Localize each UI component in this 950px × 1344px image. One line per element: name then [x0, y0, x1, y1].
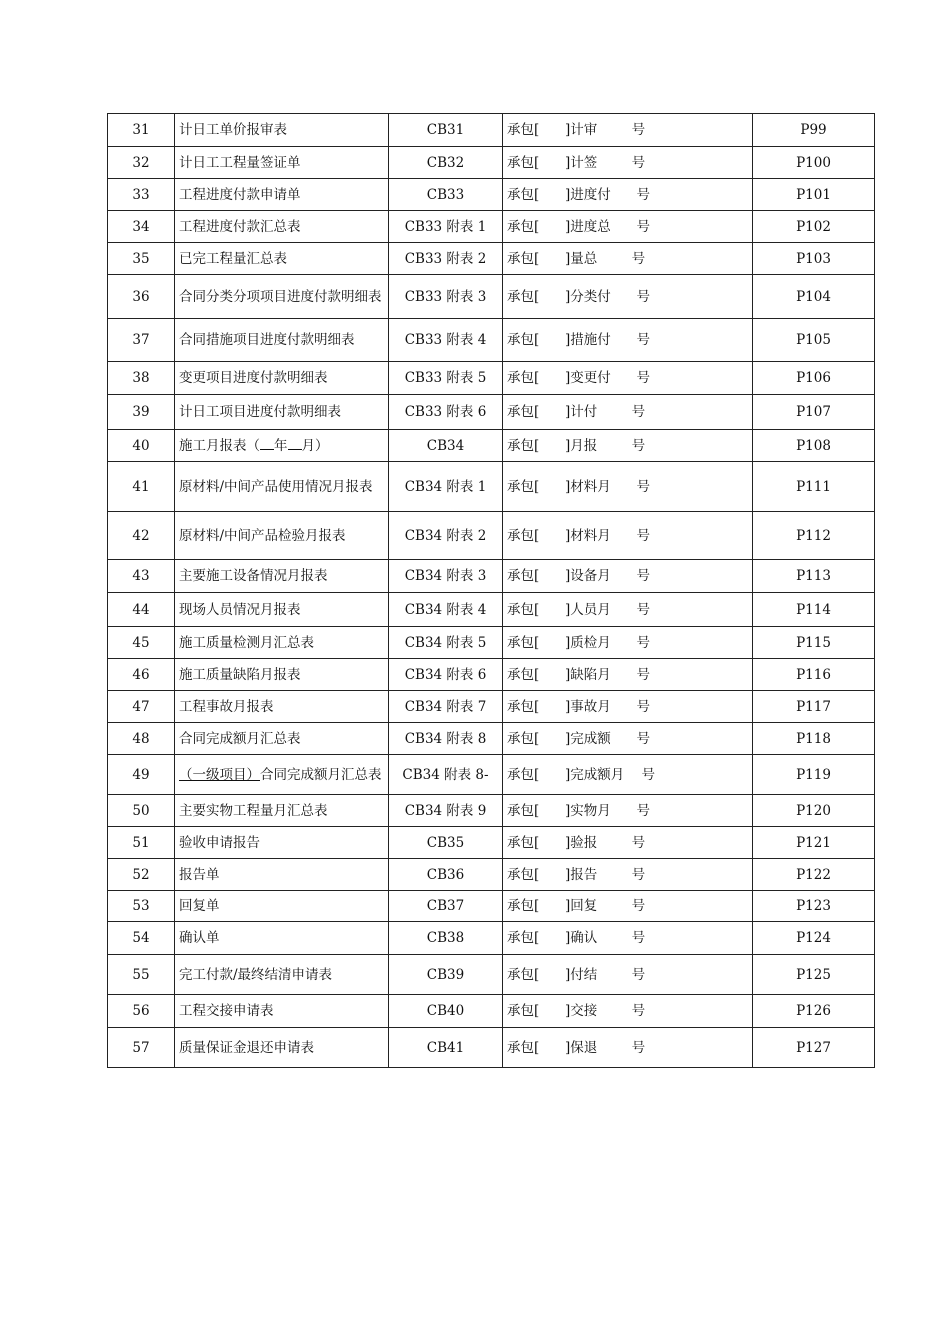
form-code: CB34 附表 8 [389, 723, 503, 755]
serial-template: 承包[ ]报告 号 [503, 859, 753, 891]
serial-template: 承包[ ]分类付 号 [503, 275, 753, 319]
serial-template: 承包[ ]确认 号 [503, 922, 753, 955]
table-row [108, 319, 875, 362]
form-name: 工程进度付款申请单 [175, 179, 389, 211]
table-row [108, 395, 875, 430]
table-row [108, 723, 875, 755]
serial-template: 承包[ ]计审 号 [503, 114, 753, 147]
row-number: 33 [108, 179, 175, 211]
serial-template: 承包[ ]实物月 号 [503, 795, 753, 827]
page-ref: P103 [753, 243, 875, 275]
form-name: 计日工项目进度付款明细表 [175, 395, 389, 430]
page-ref: P101 [753, 179, 875, 211]
form-name: 变更项目进度付款明细表 [175, 362, 389, 395]
table-row [108, 955, 875, 995]
form-name: 合同完成额月汇总表 [175, 723, 389, 755]
serial-template: 承包[ ]付结 号 [503, 955, 753, 995]
form-name: 确认单 [175, 922, 389, 955]
page-ref: P112 [753, 512, 875, 560]
form-name-underlined: （一级项目） [179, 766, 260, 783]
page-ref: P108 [753, 430, 875, 462]
row-number: 45 [108, 627, 175, 659]
page-ref: P99 [753, 114, 875, 147]
form-code: CB33 附表 3 [389, 275, 503, 319]
form-name: 已完工程量汇总表 [175, 243, 389, 275]
page-ref: P122 [753, 859, 875, 891]
row-number: 41 [108, 462, 175, 512]
row-number: 34 [108, 211, 175, 243]
row-number: 43 [108, 560, 175, 593]
page-ref: P125 [753, 955, 875, 995]
page-ref: P107 [753, 395, 875, 430]
form-name [175, 430, 389, 462]
row-number: 49 [108, 755, 175, 795]
form-name: 报告单 [175, 859, 389, 891]
page-ref: P113 [753, 560, 875, 593]
form-name: 主要实物工程量月汇总表 [175, 795, 389, 827]
row-number: 38 [108, 362, 175, 395]
form-name-part: 年 [274, 437, 288, 454]
page-ref: P126 [753, 995, 875, 1028]
page-ref: P117 [753, 691, 875, 723]
form-name: 完工付款/最终结清申请表 [175, 955, 389, 995]
table-row [108, 179, 875, 211]
table-row [108, 827, 875, 859]
form-code: CB35 [389, 827, 503, 859]
table-row [108, 691, 875, 723]
form-code: CB34 附表 3 [389, 560, 503, 593]
form-code: CB33 附表 6 [389, 395, 503, 430]
page-ref: P118 [753, 723, 875, 755]
form-code: CB36 [389, 859, 503, 891]
form-code: CB32 [389, 147, 503, 179]
form-name-part: 施工月报表（ [179, 437, 260, 454]
form-code: CB33 附表 2 [389, 243, 503, 275]
serial-template: 承包[ ]计签 号 [503, 147, 753, 179]
form-name: 工程进度付款汇总表 [175, 211, 389, 243]
form-name-part: 合同完成额月汇总表 [260, 766, 382, 783]
table-row [108, 211, 875, 243]
form-name: 原材料/中间产品检验月报表 [175, 512, 389, 560]
serial-template: 承包[ ]事故月 号 [503, 691, 753, 723]
row-number: 52 [108, 859, 175, 891]
serial-template: 承包[ ]设备月 号 [503, 560, 753, 593]
table-row [108, 114, 875, 147]
table-row [108, 275, 875, 319]
serial-template: 承包[ ]材料月 号 [503, 462, 753, 512]
row-number: 32 [108, 147, 175, 179]
form-name: 合同措施项目进度付款明细表 [175, 319, 389, 362]
row-number: 55 [108, 955, 175, 995]
row-number: 53 [108, 891, 175, 922]
table-row [108, 795, 875, 827]
page-ref: P121 [753, 827, 875, 859]
form-code: CB34 附表 1 [389, 462, 503, 512]
form-name: 施工质量缺陷月报表 [175, 659, 389, 691]
serial-template: 承包[ ]月报 号 [503, 430, 753, 462]
page-ref: P100 [753, 147, 875, 179]
row-number: 57 [108, 1028, 175, 1068]
form-name: 验收申请报告 [175, 827, 389, 859]
blank-line [288, 437, 302, 450]
table-row [108, 362, 875, 395]
form-name: 施工质量检测月汇总表 [175, 627, 389, 659]
page-ref: P119 [753, 755, 875, 795]
form-code: CB37 [389, 891, 503, 922]
page-ref: P115 [753, 627, 875, 659]
form-code: CB41 [389, 1028, 503, 1068]
table-row [108, 922, 875, 955]
form-code: CB34 附表 9 [389, 795, 503, 827]
form-name: 计日工单价报审表 [175, 114, 389, 147]
form-code: CB34 附表 6 [389, 659, 503, 691]
serial-template: 承包[ ]缺陷月 号 [503, 659, 753, 691]
form-name: 合同分类分项项目进度付款明细表 [175, 275, 389, 319]
serial-template: 承包[ ]材料月 号 [503, 512, 753, 560]
form-code: CB34 附表 2 [389, 512, 503, 560]
row-number: 48 [108, 723, 175, 755]
page-ref: P116 [753, 659, 875, 691]
form-name: 现场人员情况月报表 [175, 593, 389, 627]
form-code: CB33 附表 1 [389, 211, 503, 243]
form-name: 质量保证金退还申请表 [175, 1028, 389, 1068]
row-number: 36 [108, 275, 175, 319]
form-name: 工程事故月报表 [175, 691, 389, 723]
form-name: 计日工工程量签证单 [175, 147, 389, 179]
serial-template: 承包[ ]保退 号 [503, 1028, 753, 1068]
row-number: 39 [108, 395, 175, 430]
table-row [108, 995, 875, 1028]
form-code: CB33 附表 4 [389, 319, 503, 362]
table-row [108, 859, 875, 891]
serial-template: 承包[ ]交接 号 [503, 995, 753, 1028]
form-name [175, 755, 389, 795]
table-row [108, 512, 875, 560]
form-code: CB34 [389, 430, 503, 462]
page-ref: P114 [753, 593, 875, 627]
table-row [108, 891, 875, 922]
row-number: 47 [108, 691, 175, 723]
row-number: 31 [108, 114, 175, 147]
form-code: CB34 附表 8- [389, 755, 503, 795]
row-number: 37 [108, 319, 175, 362]
form-code: CB33 [389, 179, 503, 211]
form-name: 回复单 [175, 891, 389, 922]
table-row [108, 462, 875, 512]
page-ref: P127 [753, 1028, 875, 1068]
serial-template: 承包[ ]完成额月 号 [503, 755, 753, 795]
form-code: CB39 [389, 955, 503, 995]
page-ref: P120 [753, 795, 875, 827]
row-number: 35 [108, 243, 175, 275]
page-ref: P104 [753, 275, 875, 319]
table-row [108, 593, 875, 627]
row-number: 51 [108, 827, 175, 859]
page-ref: P106 [753, 362, 875, 395]
table-row [108, 659, 875, 691]
page-ref: P102 [753, 211, 875, 243]
table-row [108, 755, 875, 795]
table-row [108, 560, 875, 593]
table-row [108, 243, 875, 275]
row-number: 54 [108, 922, 175, 955]
form-code: CB31 [389, 114, 503, 147]
serial-template: 承包[ ]变更付 号 [503, 362, 753, 395]
form-index-body [108, 114, 875, 1068]
form-name: 工程交接申请表 [175, 995, 389, 1028]
page-ref: P105 [753, 319, 875, 362]
serial-template: 承包[ ]人员月 号 [503, 593, 753, 627]
row-number: 50 [108, 795, 175, 827]
serial-template: 承包[ ]量总 号 [503, 243, 753, 275]
row-number: 46 [108, 659, 175, 691]
blank-line [260, 437, 274, 450]
form-code: CB38 [389, 922, 503, 955]
serial-template: 承包[ ]完成额 号 [503, 723, 753, 755]
form-index-table [107, 113, 875, 1068]
serial-template: 承包[ ]计付 号 [503, 395, 753, 430]
row-number: 42 [108, 512, 175, 560]
serial-template: 承包[ ]进度总 号 [503, 211, 753, 243]
form-code: CB33 附表 5 [389, 362, 503, 395]
serial-template: 承包[ ]质检月 号 [503, 627, 753, 659]
form-code: CB34 附表 5 [389, 627, 503, 659]
page-ref: P124 [753, 922, 875, 955]
page-ref: P111 [753, 462, 875, 512]
serial-template: 承包[ ]验报 号 [503, 827, 753, 859]
form-code: CB34 附表 7 [389, 691, 503, 723]
row-number: 44 [108, 593, 175, 627]
form-code: CB40 [389, 995, 503, 1028]
right-border-line [874, 113, 875, 1065]
form-name-part: 月） [301, 437, 329, 454]
form-name: 主要施工设备情况月报表 [175, 560, 389, 593]
form-code: CB34 附表 4 [389, 593, 503, 627]
form-name: 原材料/中间产品使用情况月报表 [175, 462, 389, 512]
row-number: 40 [108, 430, 175, 462]
page-ref: P123 [753, 891, 875, 922]
table-row [108, 147, 875, 179]
table-row [108, 430, 875, 462]
serial-template: 承包[ ]措施付 号 [503, 319, 753, 362]
row-number: 56 [108, 995, 175, 1028]
table-row [108, 627, 875, 659]
serial-template: 承包[ ]回复 号 [503, 891, 753, 922]
serial-template: 承包[ ]进度付 号 [503, 179, 753, 211]
table-row [108, 1028, 875, 1068]
